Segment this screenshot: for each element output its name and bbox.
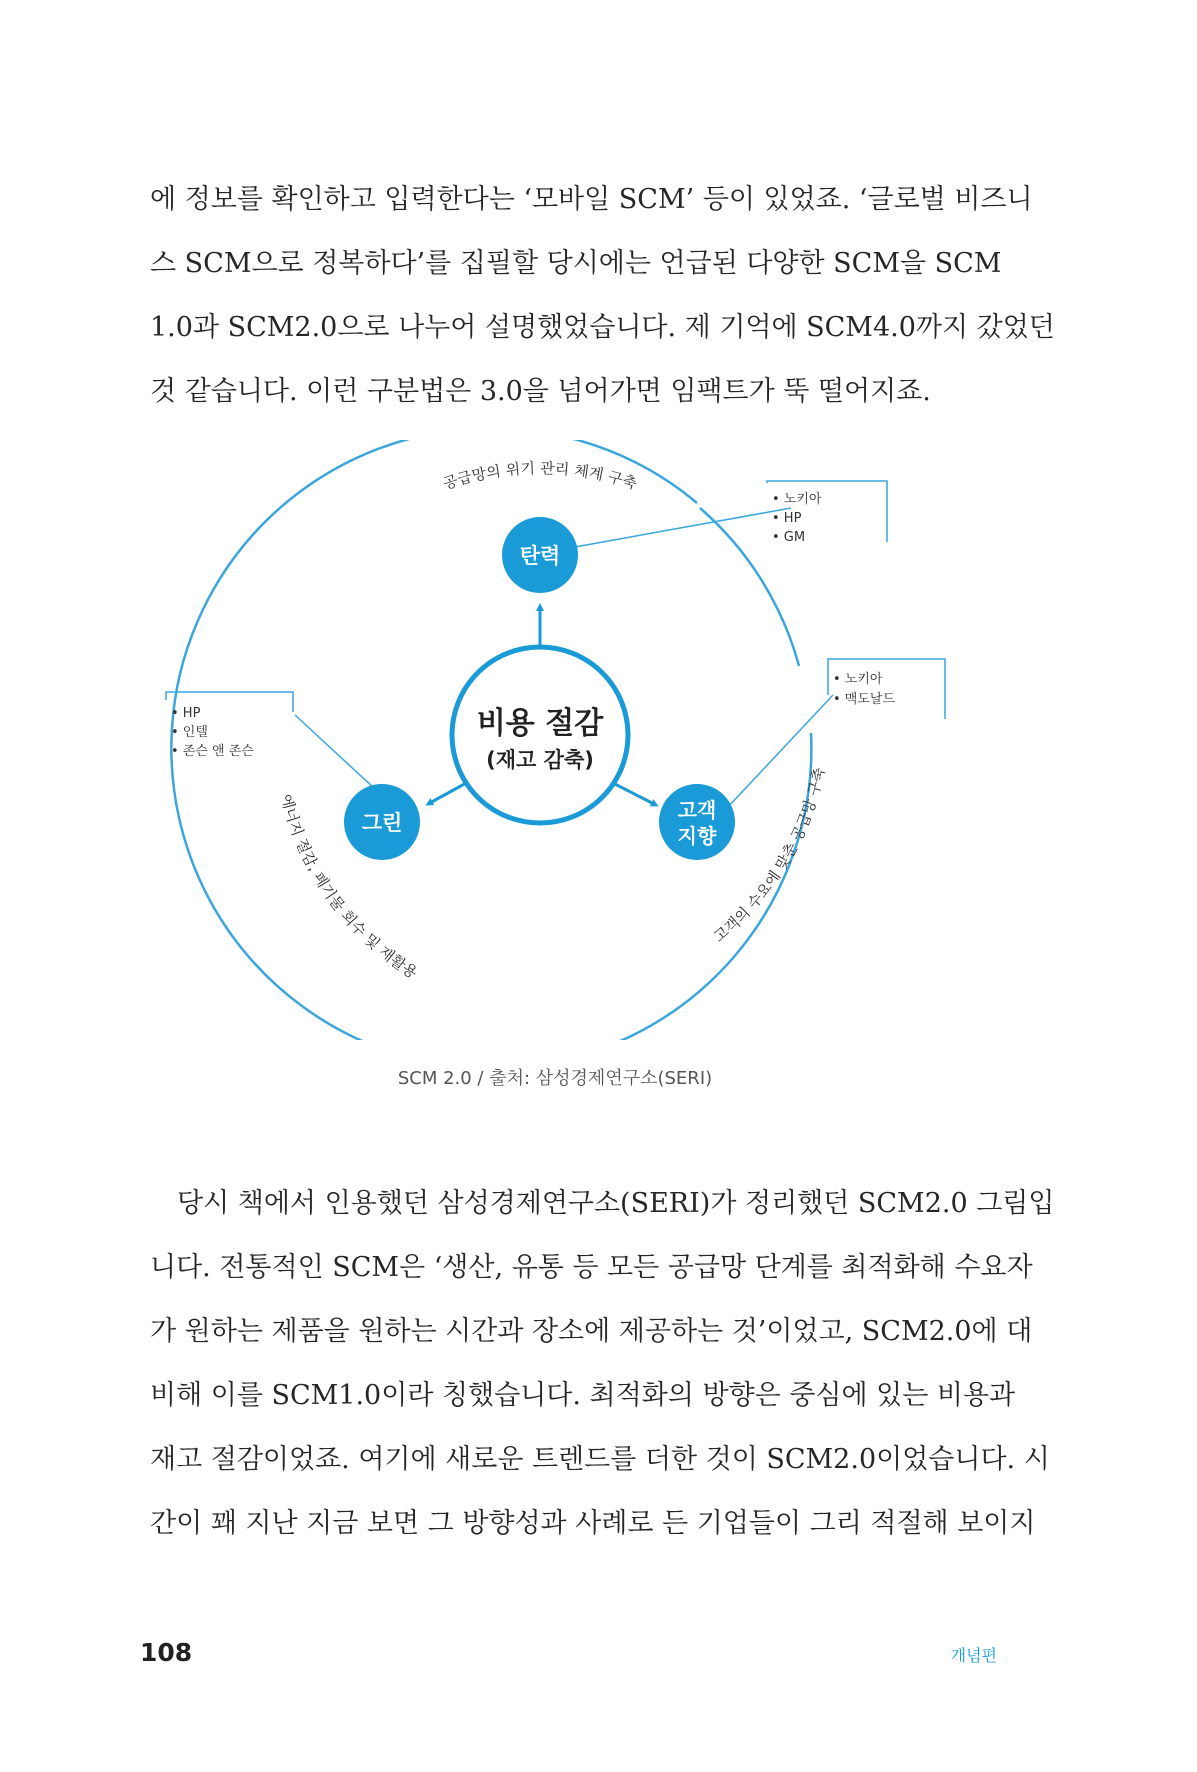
box-left-item: • HP [171, 706, 201, 721]
box-right-item: • 맥도날드 [833, 692, 896, 707]
text-line: 당시 책에서 인용했던 삼성경제연구소(SERI)가 정리했던 SCM2.0 그림입 [177, 1188, 1055, 1219]
arc-label-left: 에너지 절감, 폐기물 회수 및 재활용 [277, 792, 421, 983]
box-top-item: • HP [772, 511, 802, 526]
box-left-item: • 존슨 앤 존슨 [171, 744, 254, 759]
arrow-to-right [611, 782, 656, 805]
scm-diagram [0, 440, 1197, 1040]
box-left-item: • 인텔 [171, 725, 208, 740]
text-line: 니다. 전통적인 SCM은 ‘생산, 유통 등 모든 공급망 단계를 최적화해 수요자 [150, 1252, 1033, 1283]
node-resilience-label: 탄력 [519, 544, 561, 568]
text-line: 재고 절감이었죠. 여기에 새로운 트렌드를 더한 것이 SCM2.0이었습니다. 시 [150, 1444, 1050, 1475]
arc-label-right: 고객의 수요에 맞춘 공급망 구축 [710, 765, 829, 946]
arc-label-top: 공급망의 위기 관리 체계 구축 [440, 459, 640, 494]
node-customer [659, 784, 735, 860]
box-top-item: • GM [772, 530, 806, 545]
box-right-item: • 노키아 [833, 672, 883, 687]
connector-line [575, 508, 791, 547]
body-paragraph-1 [150, 168, 1055, 424]
text-line: 에 정보를 확인하고 입력한다는 ‘모바일 SCM’ 등이 있었죠. ‘글로벌 비즈니 [150, 184, 1033, 215]
box-top-item: • 노키아 [772, 492, 822, 507]
node-green-label: 그린 [361, 811, 403, 835]
text-line: 간이 꽤 지난 지금 보면 그 방향성과 사례로 든 기업들이 그리 적절해 보이지 [150, 1508, 1036, 1539]
text-line: 스 SCM으로 정복하다’를 집필할 당시에는 언급된 다양한 SCM을 SCM [150, 248, 1002, 279]
body-paragraph-2 [150, 1172, 1055, 1556]
center-subtitle: (재고 감축) [486, 748, 594, 772]
arrow-to-left [428, 782, 468, 804]
center-title: 비용 절감 [476, 706, 604, 741]
text-line: 비해 이를 SCM1.0이라 칭했습니다. 최적화의 방향은 중심에 있는 비용과 [150, 1380, 1016, 1411]
page-number: 108 [140, 1638, 193, 1667]
text-line: 가 원하는 제품을 원하는 시간과 장소에 제공하는 것’이었고, SCM2.0에 대 [150, 1316, 1033, 1347]
node-customer-label-1: 고객 [677, 798, 717, 822]
node-customer-label-2: 지향 [677, 824, 717, 848]
figure-caption: SCM 2.0 / 출처: 삼성경제연구소(SERI) [397, 1068, 713, 1089]
info-box-right [828, 659, 945, 719]
text-line: 1.0과 SCM2.0으로 나누어 설명했었습니다. 제 기억에 SCM4.0까지 갔었던 [150, 312, 1055, 343]
section-label: 개념편 [950, 1646, 997, 1665]
text-line: 것 같습니다. 이런 구분법은 3.0을 넘어가면 임팩트가 뚝 떨어지죠. [150, 376, 931, 407]
